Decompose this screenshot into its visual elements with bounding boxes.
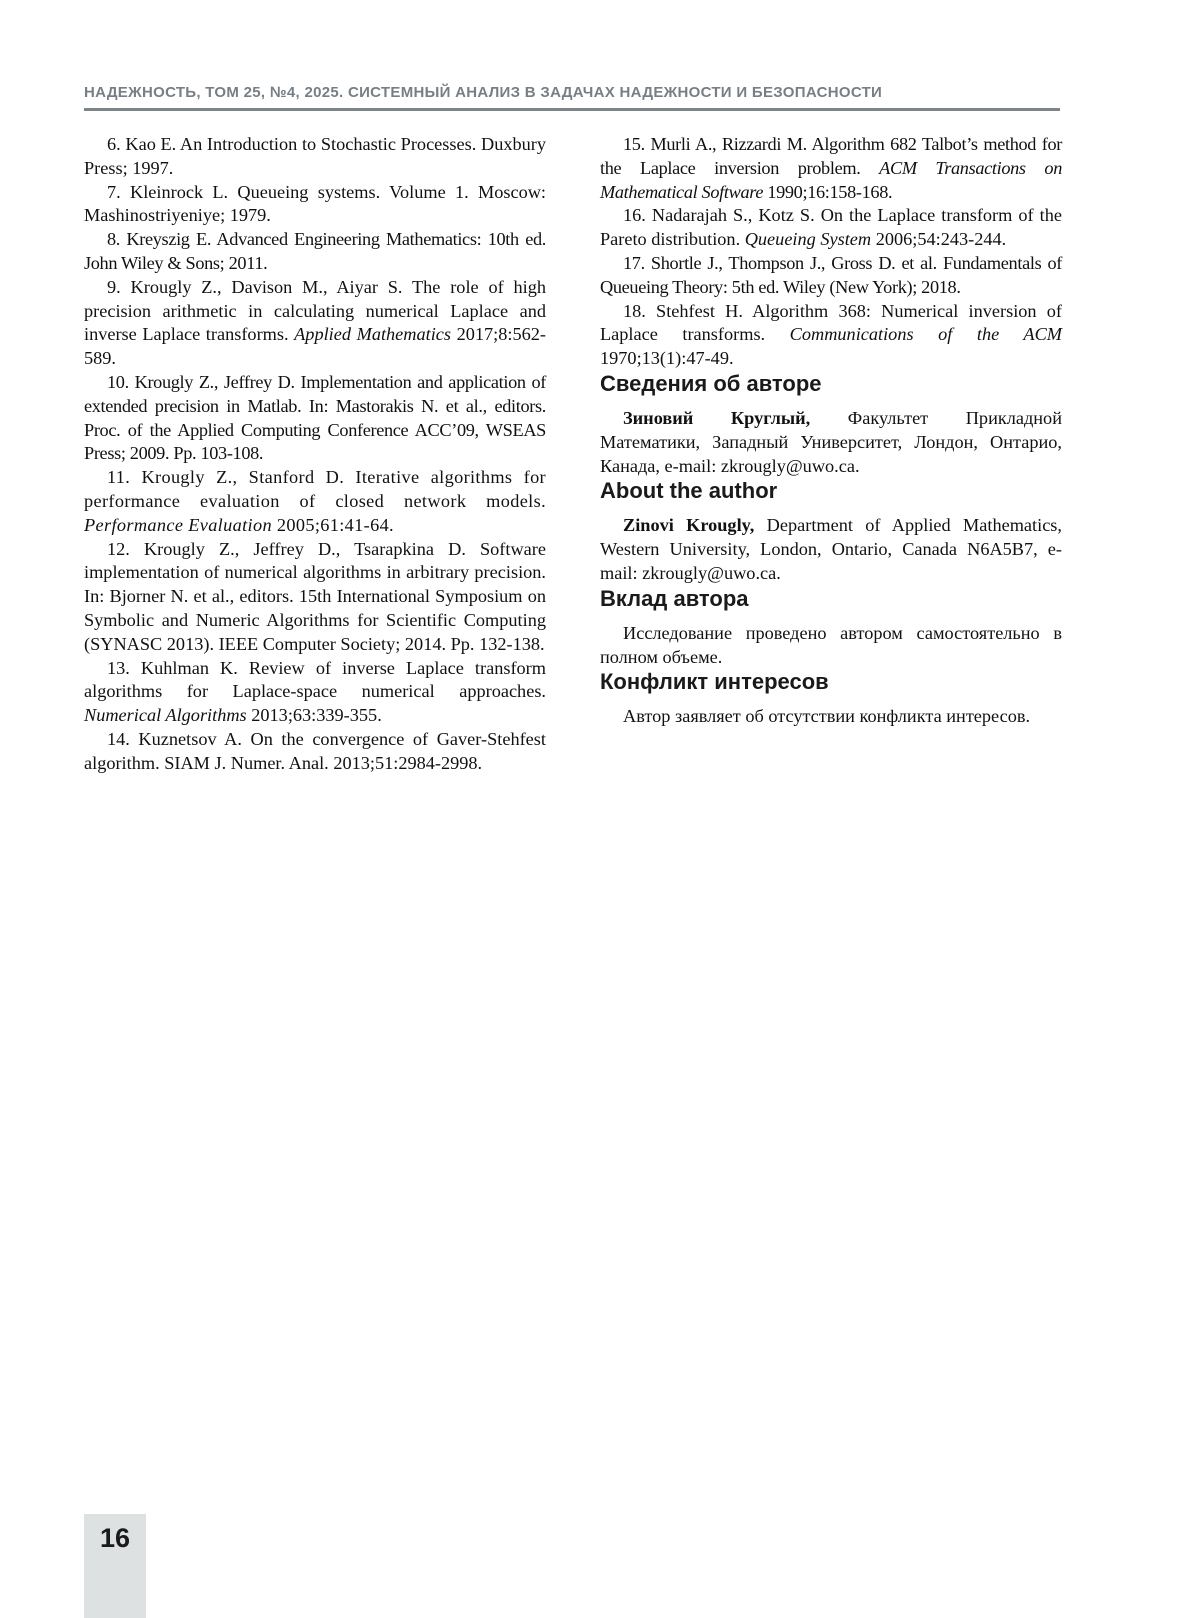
reference-item: 9. Krougly Z., Davison M., Aiyar S. The role of high precision arithmetic in calculating numerical Laplace and inverse Laplace transforms. Applied Mathematics 2017;8:562-589. [84,276,546,369]
journal-title: Queueing System [744,229,872,250]
page-number-tab [84,1514,146,1618]
reference-item: 11. Krougly Z., Stanford D. Iterative algorithms for performance evaluation of closed network models. Performance Evaluation 2005;61:41-64. [84,467,546,535]
journal-title: Numerical Algorithms [84,705,247,726]
author-name-en: Zinovi Krougly, [623,515,755,536]
journal-title: ACM Transactions on Mathematical Software [600,157,1062,202]
about-author-en-text: Zinovi Krougly, Department of Applied Mathematics, Western University, London, Ontario, Canada N6A5B7, e-mail: zkrougly@uwo.ca. [600,515,1062,583]
journal-title: Performance Evaluation [84,514,272,535]
reference-item: 13. Kuhlman K. Review of inverse Laplace transform algorithms for Laplace-space numerical approaches. Numerical Algorithms 2013;63:339-355. [84,657,546,726]
running-header: НАДЕЖНОСТЬ, ТОМ 25, №4, 2025. СИСТЕМНЫЙ АНАЛИЗ В ЗАДАЧАХ НАДЕЖНОСТИ И БЕЗОПАСНОСТИ [84,84,883,101]
reference-item: 10. Krougly Z., Jeffrey D. Implementation and application of extended precision in Matlab. In: Mastorakis N. et al., editors. Proc. of the Applied Computing Conference ACC’09, WSEAS Press; 2009. Pp. 103-108. [84,371,546,464]
about-author-ru-text: Зиновий Круглый, Факультет Прикладной Математики, Западный Университет, Лондон, Онтарио, Канада, e-mail: zkrougly@uwo.ca. [600,407,1062,476]
contribution-heading: Вклад автора [600,585,749,611]
reference-item: 16. Nadarajah S., Kotz S. On the Laplace transform of the Pareto distribution. Queueing System 2006;54:243-244. [600,205,1062,250]
journal-title: Communications of the ACM [789,324,1062,345]
conflict-heading: Конфликт интересов [600,669,829,695]
reference-item: 18. Stehfest H. Algorithm 368: Numerical inversion of Laplace transforms. Communications of the ACM 1970;13(1):47-49. [600,300,1062,369]
reference-item: 17. Shortle J., Thompson J., Gross D. et al. Fundamentals of Queueing Theory: 5th ed. Wiley (New York); 2018. [600,252,1062,297]
reference-item: 6. Kao E. An Introduction to Stochastic Processes. Duxbury Press; 1997. [84,134,546,178]
reference-item: 15. Murli A., Rizzardi M. Algorithm 682 Talbot’s method for the Laplace inversion problem. ACM Transactions on Mathematical Software 1990;16:158-168. [600,134,1062,202]
reference-item: 14. Kuznetsov A. On the convergence of Gaver-Stehfest algorithm. SIAM J. Numer. Anal. 2013;51:2984-2998. [84,728,546,773]
reference-item: 7. Kleinrock L. Queueing systems. Volume 1. Moscow: Mashinostriyeniye; 1979. [84,181,546,226]
about-author-ru-heading: Сведения об авторе [600,370,822,396]
references-left-column [84,133,546,776]
journal-title: Applied Mathematics [294,324,452,345]
header-rule [84,108,1060,111]
conflict-text: Автор заявляет об отсутствии конфликта интересов. [623,706,1031,727]
right-column [600,133,1062,729]
contribution-text: Исследование проведено автором самостоятельно в полном объеме. [600,622,1062,667]
reference-item: 8. Kreyszig E. Advanced Engineering Mathematics: 10th ed. John Wiley & Sons; 2011. [84,229,546,273]
about-author-en-heading: About the author [600,478,778,504]
author-name-ru: Зиновий Круглый, [623,407,811,428]
page-number: 16 [99,1523,131,1553]
reference-item: 12. Krougly Z., Jeffrey D., Tsarapkina D. Software implementation of numerical algorithms in arbitrary precision. In: Bjorner N. et al., editors. 15th International Symposium on Symbolic and Numeric Algorithms for Scientific Computing (SYNASC 2013). IEEE Computer Society; 2014. Pp. 132-138. [84,538,546,654]
